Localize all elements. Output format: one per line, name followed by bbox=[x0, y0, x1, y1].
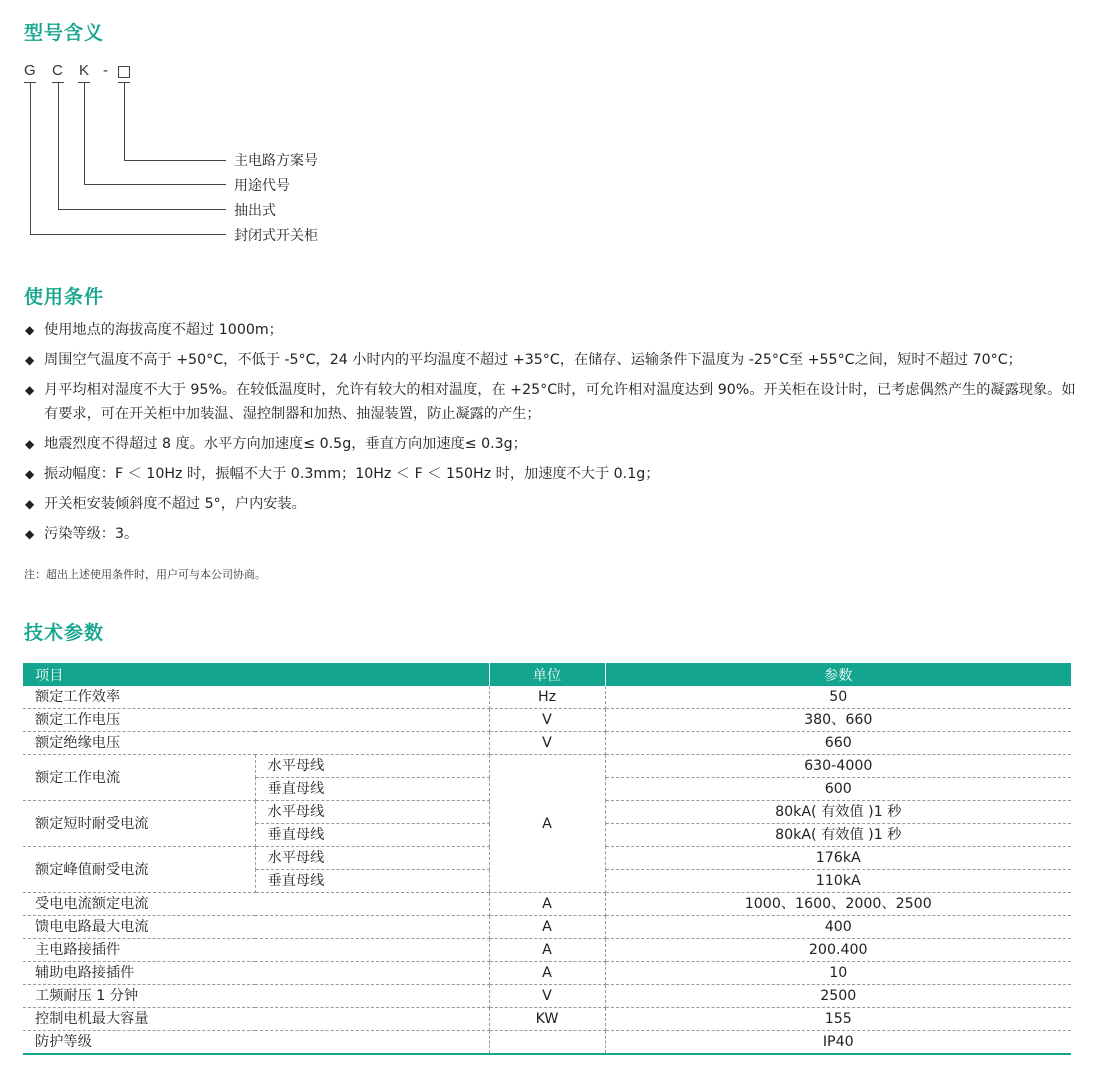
legend-usage-code: 用途代号 bbox=[234, 178, 290, 194]
diamond-bullet-icon: ◆ bbox=[25, 527, 35, 541]
table-row: 辅助电路接插件 A 10 bbox=[23, 962, 1071, 985]
connector-g bbox=[30, 82, 31, 234]
condition-item: ◆ 开关柜安装倾斜度不超过 5°，户内安装。 bbox=[24, 492, 1084, 516]
condition-item: ◆ 振动幅度：F ＜ 10Hz 时，振幅不大于 0.3mm；10Hz ＜ F ＜ 150Hz 时，加速度不大于 0.1g； bbox=[24, 462, 1084, 486]
legend-enclosed-switchgear: 封闭式开关柜 bbox=[234, 228, 318, 244]
diamond-bullet-icon: ◆ bbox=[25, 383, 35, 397]
connector-box bbox=[124, 82, 125, 160]
code-letter-g: G bbox=[24, 62, 36, 79]
diamond-bullet-icon: ◆ bbox=[25, 467, 35, 481]
diamond-bullet-icon: ◆ bbox=[25, 323, 35, 337]
legend-main-circuit: 主电路方案号 bbox=[234, 153, 318, 169]
condition-item: ◆ 使用地点的海拔高度不超过 1000m； bbox=[24, 318, 1084, 342]
header-value: 参数 bbox=[605, 663, 1071, 686]
table-row: 额定工作电压 V 380、660 bbox=[23, 709, 1071, 732]
table-row: 馈电电路最大电流 A 400 bbox=[23, 916, 1071, 939]
table-row: 工频耐压 1 分钟 V 2500 bbox=[23, 985, 1071, 1008]
diamond-bullet-icon: ◆ bbox=[25, 353, 35, 367]
header-item: 项目 bbox=[23, 663, 489, 686]
leader-1 bbox=[124, 160, 226, 161]
condition-item: ◆ 地震烈度不得超过 8 度。水平方向加速度≤ 0.5g，垂直方向加速度≤ 0.3g； bbox=[24, 432, 1084, 456]
table-row: 主电路接插件 A 200.400 bbox=[23, 939, 1071, 962]
table-row: 垂直母线 80kA( 有效值 )1 秒 bbox=[23, 824, 1071, 847]
leader-4 bbox=[30, 234, 226, 235]
model-heading: 型号含义 bbox=[24, 22, 105, 44]
conditions-note: 注：超出上述使用条件时，用户可与本公司协商。 bbox=[24, 568, 266, 581]
table-row: 垂直母线 600 bbox=[23, 778, 1071, 801]
table-row: 额定短时耐受电流 水平母线 80kA( 有效值 )1 秒 bbox=[23, 801, 1071, 824]
table-row: 垂直母线 110kA bbox=[23, 870, 1071, 893]
table-header-row bbox=[23, 663, 1071, 686]
connector-c bbox=[58, 82, 59, 209]
code-dash: - bbox=[103, 62, 108, 79]
condition-item: ◆ 污染等级：3。 bbox=[24, 522, 1084, 546]
table-row: 额定峰值耐受电流 水平母线 176kA bbox=[23, 847, 1071, 870]
group-unit-cell: A bbox=[489, 755, 605, 893]
connector-k bbox=[84, 82, 85, 184]
code-placeholder-box bbox=[118, 66, 130, 78]
table-row: 控制电机最大容量 KW 155 bbox=[23, 1008, 1071, 1031]
code-letter-c: C bbox=[52, 62, 63, 79]
legend-withdrawable: 抽出式 bbox=[234, 203, 276, 219]
condition-item: ◆ 周围空气温度不高于 +50°C，不低于 -5°C，24 小时内的平均温度不超过 +35°C，在储存、运输条件下温度为 -25°C至 +55°C之间，短时不超过 70°C； bbox=[24, 348, 1084, 372]
tech-heading: 技术参数 bbox=[24, 622, 105, 644]
header-unit: 单位 bbox=[489, 663, 605, 686]
table-row: 额定绝缘电压 V 660 bbox=[23, 732, 1071, 755]
condition-item: ◆ 月平均相对湿度不大于 95%。在较低温度时，允许有较大的相对温度，在 +25°C时，可允许相对温度达到 90%。开关柜在设计时，已考虑偶然产生的凝露现象。如有要求，可在开关柜中加装温、湿控制器和加热、抽湿装置，防止凝露的产生； bbox=[24, 378, 1084, 426]
table-row: 防护等级 IP40 bbox=[23, 1031, 1071, 1055]
tech-params-table bbox=[23, 663, 1071, 1055]
diamond-bullet-icon: ◆ bbox=[25, 437, 35, 451]
conditions-list bbox=[24, 318, 1084, 552]
diamond-bullet-icon: ◆ bbox=[25, 497, 35, 511]
table-row: 额定工作电流 水平母线 A 630-4000 bbox=[23, 755, 1071, 778]
leader-2 bbox=[84, 184, 226, 185]
leader-3 bbox=[58, 209, 226, 210]
table-row: 额定工作效率 Hz 50 bbox=[23, 686, 1071, 709]
table-row: 受电电流额定电流 A 1000、1600、2000、2500 bbox=[23, 893, 1071, 916]
model-code-diagram bbox=[0, 0, 400, 260]
code-letter-k: K bbox=[79, 62, 90, 79]
conditions-heading: 使用条件 bbox=[24, 286, 105, 308]
